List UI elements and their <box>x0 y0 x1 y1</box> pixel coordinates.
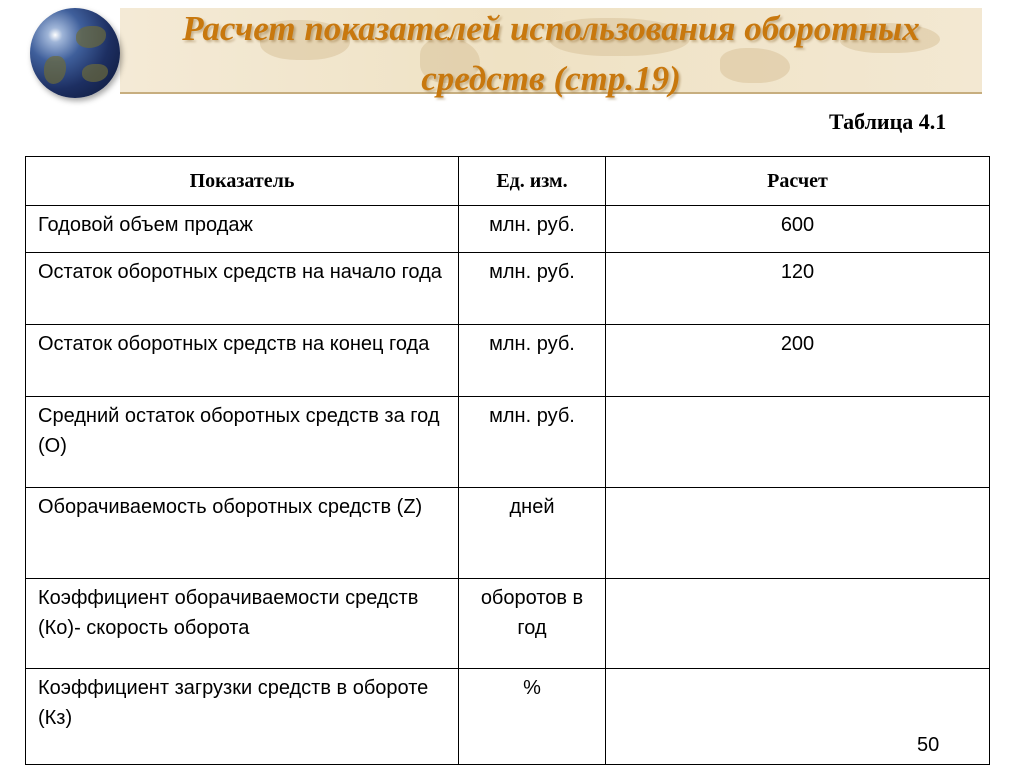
row-unit: млн. руб. <box>459 206 606 253</box>
row-value: 120 <box>606 253 990 325</box>
row-value: 200 <box>606 325 990 397</box>
column-header-calculation: Расчет <box>606 157 990 206</box>
page-number: 50 <box>917 734 940 756</box>
table-row <box>26 325 990 397</box>
globe-icon <box>30 8 120 98</box>
row-indicator: Коэффициент оборачиваемости средств (Ко)- скорость оборота <box>26 579 459 669</box>
indicators-table <box>25 156 990 765</box>
row-value <box>606 579 990 669</box>
table-row <box>26 253 990 325</box>
row-value: 600 <box>606 206 990 253</box>
table-row <box>26 397 990 488</box>
row-value <box>606 488 990 579</box>
row-value <box>606 397 990 488</box>
table-header-row <box>26 157 990 206</box>
table-row <box>26 488 990 579</box>
row-unit: дней <box>459 488 606 579</box>
column-header-indicator: Показатель <box>26 157 459 206</box>
column-header-unit: Ед. изм. <box>459 157 606 206</box>
table-row <box>26 206 990 253</box>
row-indicator: Коэффициент загрузки средств в обороте (Кз) <box>26 669 459 765</box>
row-indicator: Остаток оборотных средств на начало года <box>26 253 459 325</box>
table-row <box>26 579 990 669</box>
row-indicator: Средний остаток оборотных средств за год (О) <box>26 397 459 488</box>
table-row <box>26 669 990 765</box>
page-title: Расчет показателей использования оборотных средств (стр.19) <box>182 9 920 98</box>
row-unit: млн. руб. <box>459 325 606 397</box>
row-unit: оборотов в год <box>459 579 606 669</box>
table-caption: Таблица 4.1 <box>829 109 947 134</box>
row-indicator: Годовой объем продаж <box>26 206 459 253</box>
row-unit: % <box>459 669 606 765</box>
row-indicator: Остаток оборотных средств на конец года <box>26 325 459 397</box>
row-indicator: Оборачиваемость оборотных средств (Z) <box>26 488 459 579</box>
row-unit: млн. руб. <box>459 253 606 325</box>
row-unit: млн. руб. <box>459 397 606 488</box>
